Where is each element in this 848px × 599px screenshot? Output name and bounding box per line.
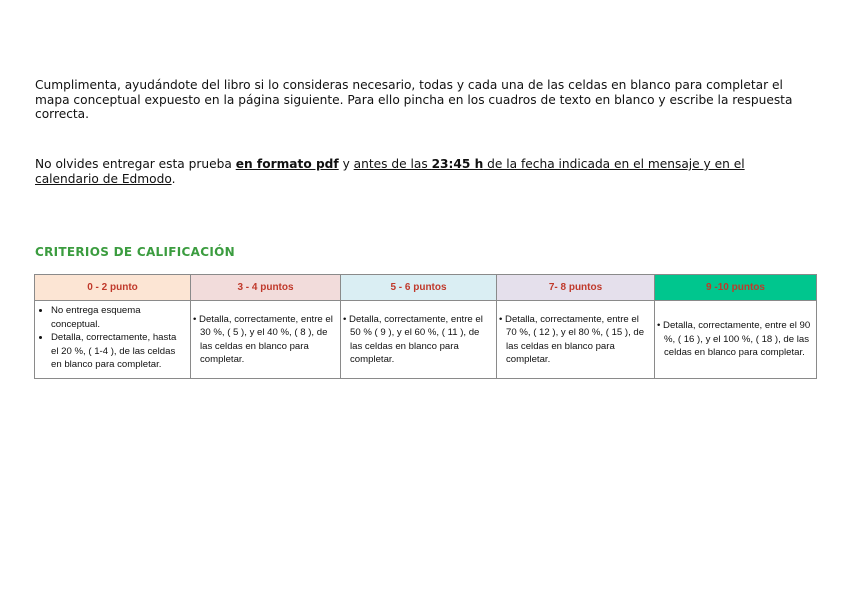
criteria-body-row (35, 301, 817, 379)
header-3-4: 3 - 4 puntos (191, 275, 341, 301)
criteria-text-3-4: • Detalla, correctamente, entre el 30 %, ( 5 ), y el 40 %, ( 8 ), de las celdas en blanco para completar. (193, 313, 333, 365)
criteria-header-row (35, 275, 817, 301)
header-5-6: 5 - 6 puntos (341, 275, 497, 301)
criteria-cell-7-8 (497, 301, 655, 379)
criteria-cell-0-2 (35, 301, 191, 379)
criteria-list-0-2 (37, 304, 186, 372)
deadline-time: 23:45 h (431, 157, 484, 171)
instructions-paragraph: Cumplimenta, ayudándote del libro si lo consideras necesario, todas y cada una de las celdas en blanco para completar el mapa conceptual expuesto en la página siguiente. Para ello pincha en los cuadros de texto en blanco y escribe la respuesta correcta. (35, 78, 793, 121)
format-emphasis: en formato pdf (235, 157, 339, 171)
deadline-connector: y (338, 157, 354, 171)
criteria-cell-5-6 (341, 301, 497, 379)
header-9-10: 9 -10 puntos (655, 275, 817, 301)
deadline-text-start: No olvides entregar esta prueba (35, 157, 236, 171)
criteria-cell-9-10 (655, 301, 817, 379)
header-7-8: 7- 8 puntos (497, 275, 655, 301)
criteria-heading: CRITERIOS DE CALIFICACIÓN (35, 245, 235, 259)
criteria-text-9-10: • Detalla, correctamente, entre el 90 %, ( 16 ), y el 100 %, ( 18 ), de las celdas en blanco para completar. (657, 320, 811, 359)
list-item: • Detalla, correctamente, hasta el 20 %, ( 1-4 ), de las celdas en blanco para completar. (51, 331, 186, 372)
header-0-2: 0 - 2 punto (35, 275, 191, 301)
criteria-table (34, 274, 817, 379)
deadline-post: de la fecha indicada en el mensaje y en el calendario de Edmodo (35, 157, 745, 186)
deadline-end: . (171, 171, 176, 186)
criteria-text-5-6: • Detalla, correctamente, entre el 50 % ( 9 ), y el 60 %, ( 11 ), de las celdas en blanco para completar. (343, 313, 483, 365)
criteria-cell-3-4 (191, 301, 341, 379)
deadline-pre: antes de las (353, 157, 432, 171)
deadline-paragraph (35, 157, 795, 186)
criteria-text-7-8: • Detalla, correctamente, entre el 70 %, ( 12 ), y el 80 %, ( 15 ), de las celdas en blanco para completar. (499, 313, 645, 365)
list-item: • No entrega esquema conceptual. (51, 304, 186, 331)
